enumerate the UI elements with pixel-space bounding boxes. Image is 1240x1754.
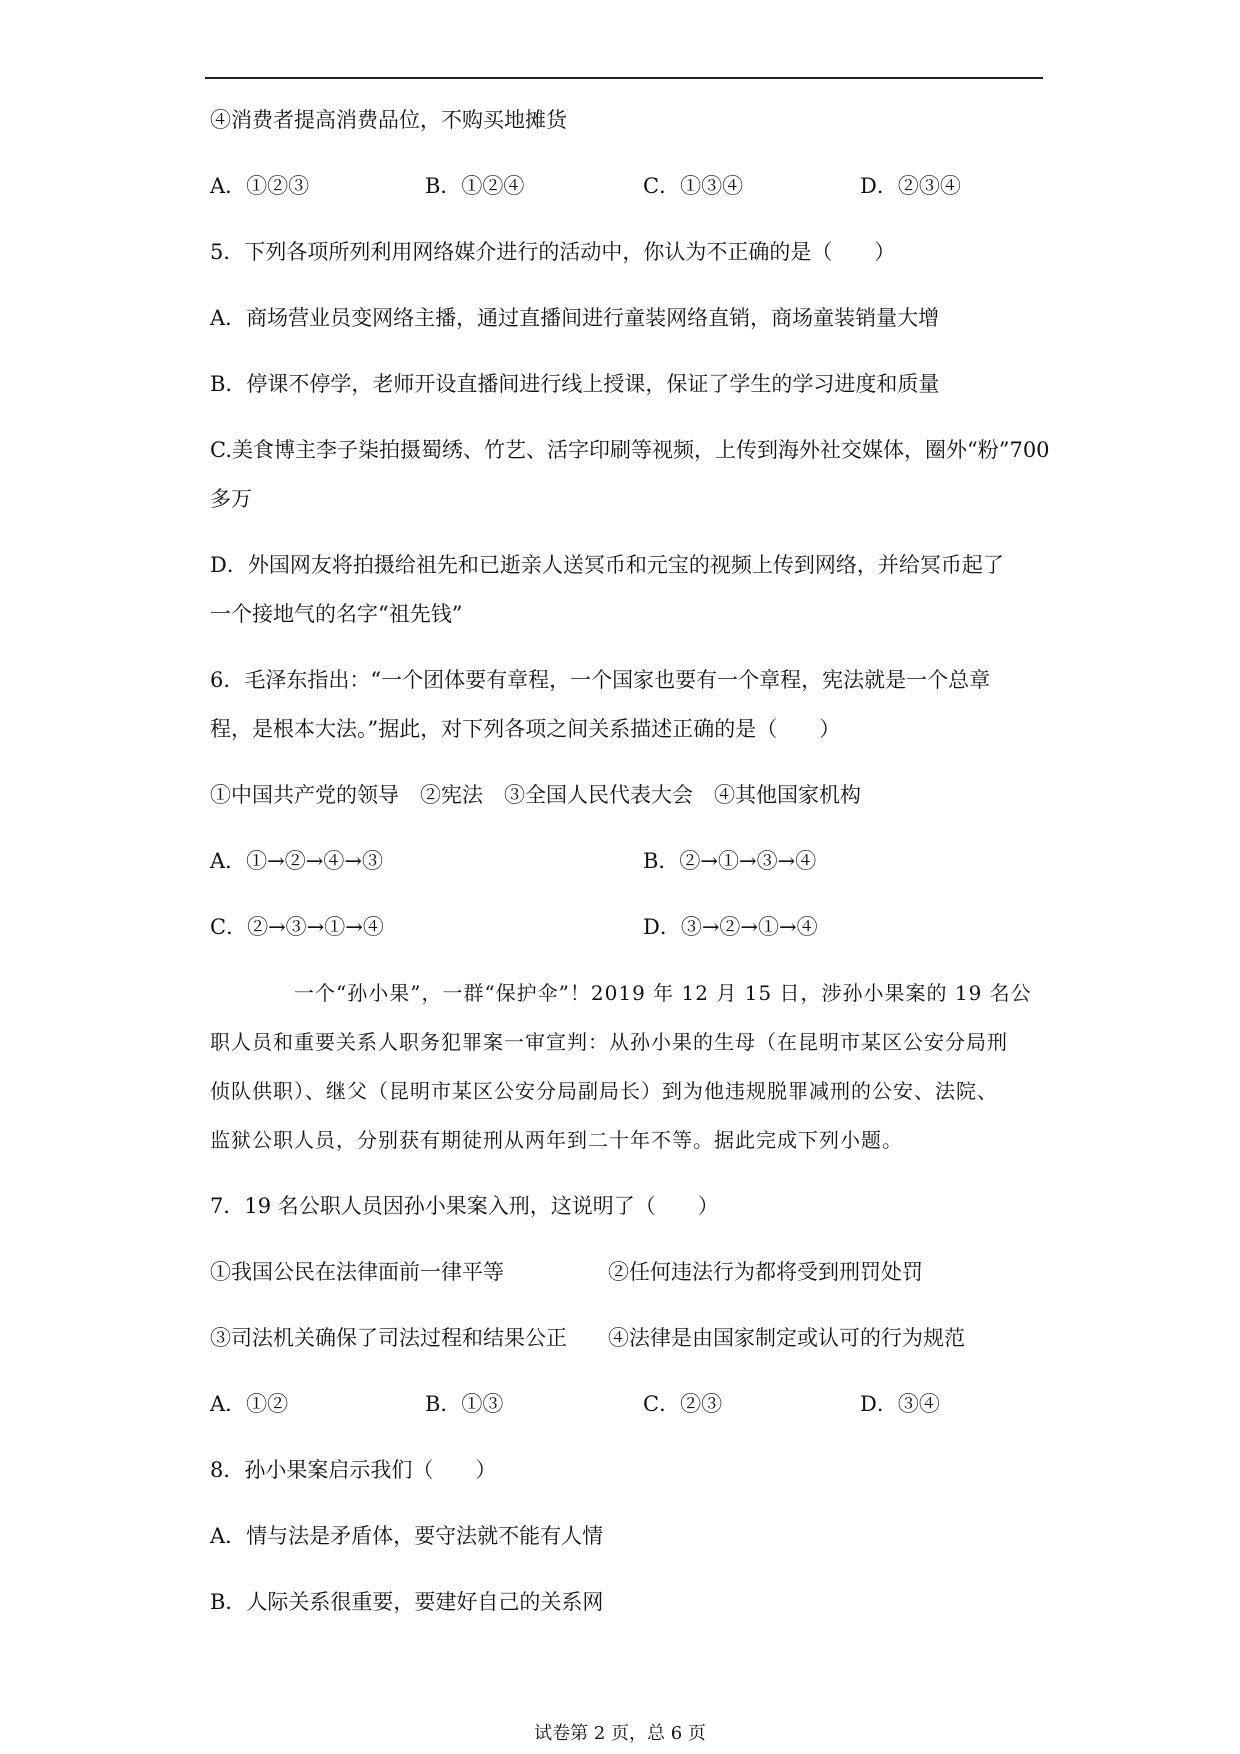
passage-line-4: 监狱公职人员，分别获有期徒刑从两年到二十年不等。据此完成下列小题。 bbox=[210, 1128, 903, 1152]
q5-option-d[interactable]: D．外国网友将拍摄给祖先和已逝亲人送冥币和元宝的视频上传到网络，并给冥币起了 bbox=[210, 553, 1004, 577]
header-rule bbox=[205, 77, 1043, 79]
q7-item-3: ③司法机关确保了司法过程和结果公正 bbox=[210, 1326, 567, 1350]
q5-option-b[interactable]: B．停课不停学，老师开设直播间进行线上授课，保证了学生的学习进度和质量 bbox=[210, 372, 940, 396]
q5-option-d-cont: 一个接地气的名字“祖先钱” bbox=[210, 602, 463, 626]
q7-item-1: ①我国公民在法律面前一律平等 bbox=[210, 1260, 504, 1284]
q7-option-d[interactable]: D．③④ bbox=[860, 1392, 940, 1416]
q4-option-b[interactable]: B．①②④ bbox=[425, 174, 525, 198]
q6-option-d[interactable]: D．③→②→①→④ bbox=[643, 915, 818, 939]
q6-option-c[interactable]: C．②→③→①→④ bbox=[210, 915, 384, 939]
q6-option-b[interactable]: B．②→①→③→④ bbox=[643, 849, 817, 873]
q6-items: ①中国共产党的领导 ②宪法 ③全国人民代表大会 ④其他国家机构 bbox=[210, 783, 861, 807]
q5-stem: 5．下列各项所列利用网络媒介进行的活动中，你认为不正确的是（ ） bbox=[210, 240, 896, 264]
q8-option-a[interactable]: A．情与法是矛盾体，要守法就不能有人情 bbox=[210, 1524, 604, 1548]
q8-option-b[interactable]: B．人际关系很重要，要建好自己的关系网 bbox=[210, 1590, 604, 1614]
page-footer: 试卷第 2 页，总 6 页 bbox=[534, 1723, 706, 1744]
q5-option-c-cont: 多万 bbox=[210, 487, 252, 511]
passage-line-3: 侦队供职）、继父（昆明市某区公安分局副局长）到为他违规脱罪减刑的公安、法院、 bbox=[210, 1079, 998, 1103]
q7-item-2: ②任何违法行为都将受到刑罚处罚 bbox=[608, 1260, 923, 1284]
q6-stem: 6．毛泽东指出：“一个团体要有章程，一个国家也要有一个章程，宪法就是一个总章 bbox=[210, 668, 991, 692]
q6-stem-cont: 程，是根本大法。”据此，对下列各项之间关系描述正确的是（ ） bbox=[210, 717, 841, 741]
q4-option-d[interactable]: D．②③④ bbox=[860, 174, 961, 198]
passage-line-2: 职人员和重要关系人职务犯罪案一审宣判：从孙小果的生母（在昆明市某区公安分局刑 bbox=[210, 1030, 1008, 1054]
q5-option-c[interactable]: C.美食博主李子柒拍摄蜀绣、竹艺、活字印刷等视频，上传到海外社交媒体，圈外“粉”700 bbox=[210, 438, 1050, 462]
q7-stem: 7．19 名公职人员因孙小果案入刑，这说明了（ ） bbox=[210, 1194, 719, 1218]
q7-option-a[interactable]: A．①② bbox=[210, 1392, 289, 1416]
passage-line-1: 一个“孙小果”，一群“保护伞”！2019 年 12 月 15 日，涉孙小果案的 19 名公 bbox=[294, 981, 1032, 1005]
q5-option-a[interactable]: A．商场营业员变网络主播，通过直播间进行童装网络直销，商场童装销量大增 bbox=[210, 306, 940, 330]
q7-item-4: ④法律是由国家制定或认可的行为规范 bbox=[608, 1326, 965, 1350]
q4-option-c[interactable]: C．①③④ bbox=[643, 174, 744, 198]
q8-stem: 8．孙小果案启示我们（ ） bbox=[210, 1458, 497, 1482]
q7-option-c[interactable]: C．②③ bbox=[643, 1392, 723, 1416]
q4-item-4: ④消费者提高消费品位，不购买地摊货 bbox=[210, 108, 567, 132]
q7-option-b[interactable]: B．①③ bbox=[425, 1392, 504, 1416]
q6-option-a[interactable]: A．①→②→④→③ bbox=[210, 849, 383, 873]
q4-option-a[interactable]: A．①②③ bbox=[210, 174, 310, 198]
